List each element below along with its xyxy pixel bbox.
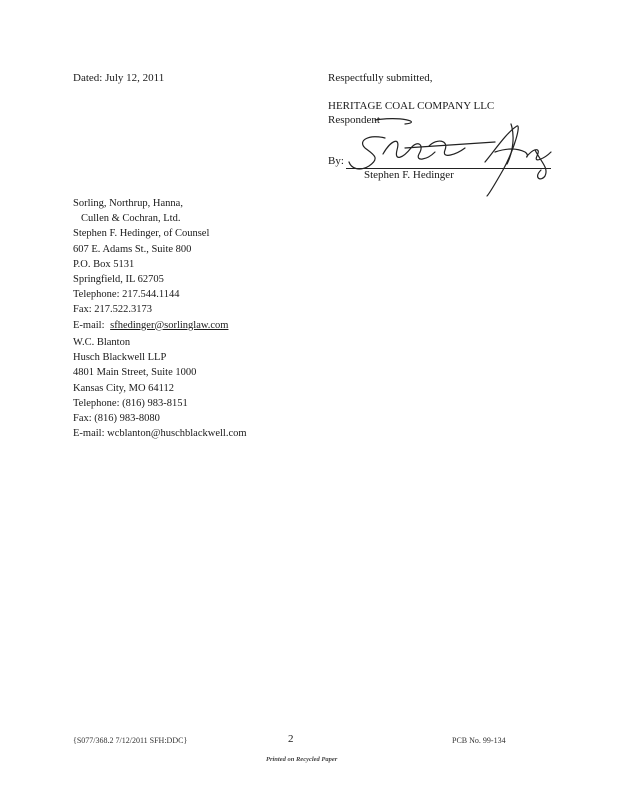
counsel-2-line: E-mail: wcblanton@huschblackwell.com: [73, 428, 247, 440]
respondent-label: Respondent: [328, 114, 380, 126]
counsel-2-line: Husch Blackwell LLP: [73, 352, 167, 364]
counsel-1-line: Springfield, IL 62705: [73, 274, 164, 286]
counsel-1-line: 607 E. Adams St., Suite 800: [73, 243, 192, 255]
counsel-1-line: Cullen & Cochran, Ltd.: [81, 213, 181, 225]
counsel-2-line: W.C. Blanton: [73, 337, 131, 348]
closing-text: Respectfully submitted,: [328, 72, 433, 84]
counsel-1-email-row: [73, 318, 228, 333]
page-number: 2: [288, 733, 294, 745]
counsel-1-address: [73, 196, 228, 333]
footer-doc-id: {S077/368.2 7/12/2011 SFH:DDC}: [73, 736, 188, 745]
printed-note: Printed on Recycled Paper: [266, 756, 338, 763]
counsel-2-line: Kansas City, MO 64112: [73, 382, 175, 394]
counsel-2-line: Telephone: (816) 983-8151: [73, 397, 188, 409]
counsel-1-line: Stephen F. Hedinger, of Counsel: [73, 228, 210, 240]
counsel-1-line: Fax: 217.522.3173: [73, 304, 153, 316]
company-name: HERITAGE COAL COMPANY LLC: [328, 100, 495, 112]
footer-case-number: PCB No. 99-134: [452, 736, 506, 745]
counsel-2-address: [73, 335, 247, 441]
counsel-1-line: Sorling, Northrup, Hanna,: [73, 198, 183, 209]
dated-line: Dated: July 12, 2011: [73, 72, 165, 84]
handwritten-signature: [345, 118, 560, 198]
counsel-1-line: P.O. Box 5131: [73, 258, 135, 270]
signer-name: Stephen F. Hedinger: [364, 169, 454, 181]
counsel-2-line: 4801 Main Street, Suite 1000: [73, 367, 197, 379]
counsel-1-line: Telephone: 217.544.1144: [73, 289, 180, 301]
email-link[interactable]: sfhedinger@sorlinglaw.com: [110, 319, 229, 331]
counsel-2-line: Fax: (816) 983-8080: [73, 413, 160, 425]
email-label: E-mail:: [73, 319, 105, 331]
by-label: By:: [328, 155, 344, 167]
